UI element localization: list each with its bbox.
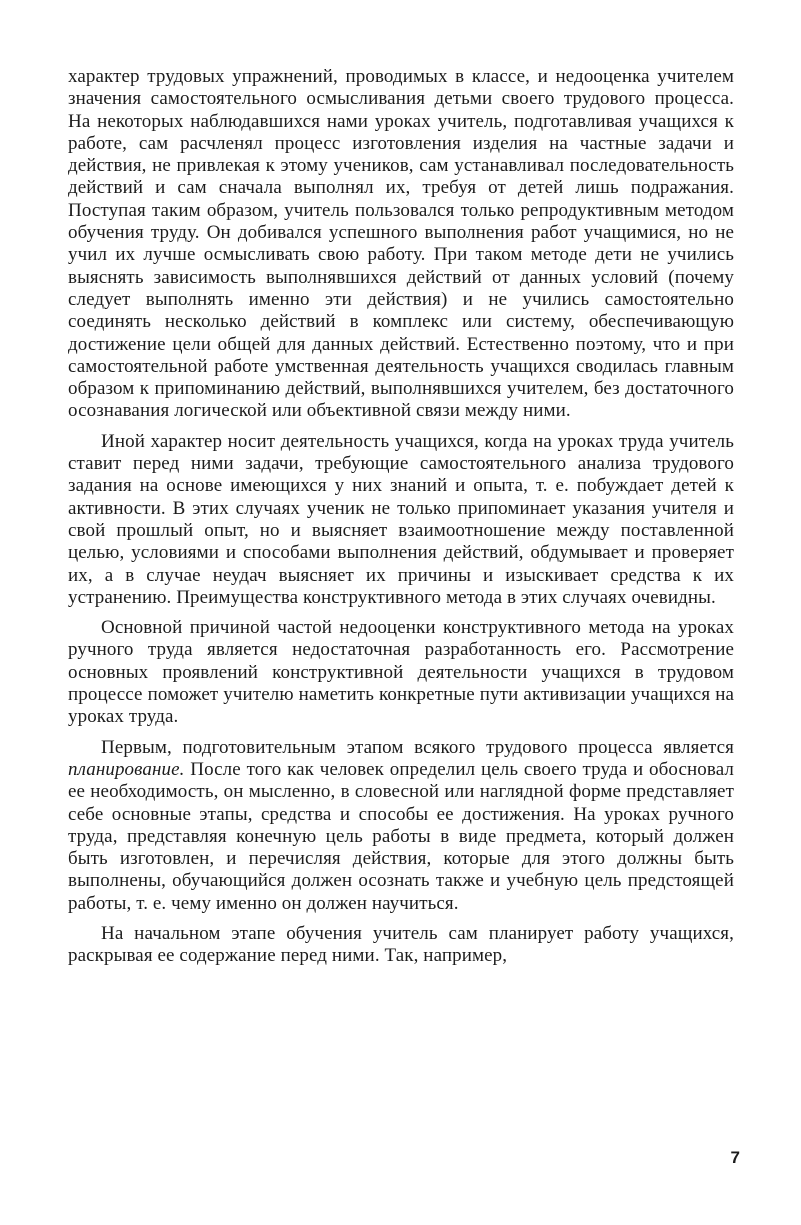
- paragraph: На начальном этапе обучения учитель сам планирует работу учащихся, раскрывая ее содержание перед ними. Так, например,: [68, 922, 734, 967]
- paragraph: Иной характер носит деятельность учащихся, когда на уроках труда учитель ставит перед ними задачи, требующие самостоятельного анализа трудового задания на основе имеющихся у них знаний и опыта, т. е. побуждает детей к активности. В этих случаях ученик не только припоминает указания учителя и свой прошлый опыт, но и выясняет взаимоотношение между поставленной целью, условиями и способами выполнения действий, обдумывает и проверяет их, а в случае неудач выясняет их причины и изыскивает средства к их устранению. Преимущества конструктивного метода в этих случаях очевидны.: [68, 430, 734, 608]
- paragraph-text: Первым, подготовительным этапом всякого трудового процесса является: [101, 736, 734, 758]
- page-number: 7: [730, 1148, 740, 1167]
- paragraph-continuation: характер трудовых упражнений, проводимых в классе, и недооценка учителем значения самостоятельного осмысливания детьми своего трудового процесса. На некоторых наблюдавшихся нами уроках учитель, подготавливая учащихся к работе, сам расчленял процесс изготовления изделия на частные задачи и действия, не привлекая к этому учеников, сам устанавливал последовательность действий и сам сначала выполнял их, требуя от детей лишь подражания. Поступая таким образом, учитель пользовался только репродуктивным методом обучения труду. Он добивался успешного выполнения работ учащимися, но не учил их лучше осмысливать свою работу. При таком методе дети не учились выяснять зависимость выполнявшихся действий от данных условий (почему следует выполнять именно эти действия) и не учились самостоятельно соединять несколько действий в комплекс или систему, обеспечивающую достижение цели общей для данных действий. Естественно поэтому, что и при самостоятельной работе умственная деятельность учащихся сводилась главным образом к припоминанию действий, выполнявшихся учителем, без достаточного осознавания логической или объективной связи между ними.: [68, 66, 734, 422]
- paragraph: [68, 737, 734, 915]
- paragraph: Основной причиной частой недооценки конструктивного метода на уроках ручного труда является недостаточная разработанность его. Рассмотрение основных проявлений конструктивной деятельности учащихся в трудовом процессе поможет учителю наметить конкретные пути активизации учащихся на уроках труда.: [68, 617, 734, 728]
- paragraph-text: После того как человек определил цель своего труда и обосновал ее необходимость, он мысленно, в словесной или наглядной форме представляет себе основные этапы, средства и способы ее достижения. На уроках ручного труда, представляя конечную цель работы в виде предмета, который должен быть изготовлен, и перечисляя действия, которые для этого должны быть выполнены, обучающийся должен осознать также и учебную цель предстоящей работы, т. е. чему именно он должен научиться.: [68, 758, 734, 914]
- emphasized-term: планирование.: [68, 758, 185, 780]
- page-body: [68, 66, 734, 1146]
